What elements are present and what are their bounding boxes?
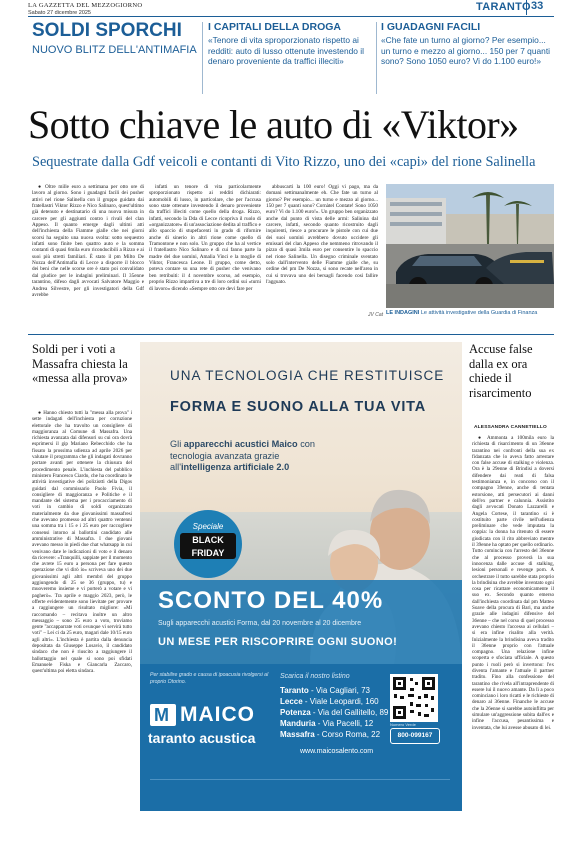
ad-footer [140,664,462,811]
ad-intro-mid: con tecnologia avanzata grazie all' [170,439,316,472]
left-article-body [32,410,132,830]
brand-city: taranto acustica [148,730,256,746]
section-rule [28,334,554,335]
main-article-text: abbuscarti la 100 euro! Oggi vi pago, ma da domani settimanalmente eh. Che fate un turno al giorno? Per esempio... un turno e mezzo al giorno... 150 per 7 quanti sono? Cornàtel Contate! Sono 1050 euro? Vi do 1.100 euro!». Un gruppo ben organizzato anche dal punto di vista delle armi: Salinina dal carcere, infatti, secondo quanto ricostruito dagli inquirenti, riesce a procurare le pistole con cui due dei suoi uomini avrebbero dovuto uccidere gli emissari del clan Appeso che nemmeno ritrovando il pizzo di quasi 3mila euro per consentire lo spaccio nel rione Salinella. Un disegno criminale sventato solo dall'intervento delle Fiamme gialle che, su ordine del pm De Nozza, si sono recate nell'area in cui si trovava uno dei bersagli facendo così fallire l'agguato. [266,184,378,286]
box1-text: «Tenore di vita sproporzionato rispetto ai redditi: auto di lusso ottenute investendo il denaro proveniente da traffici illeciti» [208,35,364,66]
kicker-subtitle: NUOVO BLITZ DELL'ANTIMAFIA [32,44,197,56]
ad-line1: UNA TECNOLOGIA CHE RESTITUISCE [170,368,445,383]
main-article-text: ● Oltre mille euro a settimana per otto ore di lavoro al giorno. Sono i guadagni facili dei pusher attivi nel rione Salinella con il gruppo guidato dai fratellastri Viktor Rizzo e Nico Salinaro, quest'ultimo già detenuto e destinatario di una nuova misura in carcere per gli aggiunti contro i rivali del clan Appeso. Il quanto emerge dagli ultimi atti dell'inchiesta della Fiamme gialle che nei giorni scorsi ha seguito una nuova svolta: sotto sequestro infatti sono finite ben quattro auto e la somma contanti di quasi 6mila euro riconducibili a Rizzo e ai suoi più stretti familiari. È stato il pm Milto De Nozza dell'Antimafia di Lecce a disporre il blocco dei beni che nelle scorse ore è stato poi convalidato dal giudice per le indagini preliminari. Il 35enne tarantino, difeso dagli avvocati Salvatore Maggio e Andrea Silvestre, per gli investigatori della Gdf avrebbe [32,184,144,298]
ad-intro-brand: apparecchi acustici Maico [183,439,298,449]
discount-dates: Sugli apparecchi acustici Forma, dal 20 novembre al 20 dicembre [158,620,362,627]
address-item: Taranto - Via Cagliari, 73 [280,686,370,695]
left-article-text: ● Hanno chiesto tutti la "messa alla prova" i sette indagati dell'inchiesta per corruzione elettorale che ha travolto un consigliere di maggioranza al Comune di Massafra. Una richiesta avanzata dai difensori su cui ora dovrà esprimersi il gip Mariano Rebecchido che ha fissato la prossima udienza ad aprile 2026 per valutare il programma che gli indagati dovranno portare avanti per ottenere la chiusura del procedimento penale. L'inchiesta del pubblico ministero Francesco Ciardo, che ha coordinato le attività investigative dei poliziotti della Digos guidati dal commissario Paolo Fivia, il consigliere di maggioranza e Politiche e il mandante del sistema per i procacciamento di voti in cambio di soldi organizzato materialmente da due giovanissimi massafresi che avevano promesso ad altri quattro ventenni una somma tra i 15 e i 25 euro per raccogliere consensi intorno ai ballottini candidato alle amministrative di Massafra. I due giovani avevano messo in piedi due chat whatsapp in cui venivano date le indicazioni di voto e il denaro da ricevere: «Tranquilli, sappiate per il momento che avrete 15 euro a persona per fare questo operazione che vi dirò io» scriveva uno dei due giovanissimi agli altri membri del gruppo aggiungendo di 25 se 36 (gruppo, tu) e muoveremo insieme e vi porterò a votare e vi pagherò». Tra aprile e maggio 2023, però, le offerte evidentemente sono lievitate per provare a raggiungere un risultato migliore: «Mi raccomando – recitava inoltre un altro messaggio – sono 25 euro a voto, troviamo gente "accapparrate voti ovunque vi servirà tutto voti" – Lei ci da 25 euro, magari dale 10/15 euro agli altri». L'inchiesta è partita dalla denuncia depositata da Giuseppe Losavio, il candidato sindaco che non è riuscito a raggiungere il ballottaggio nel quale si sono poi sfidati Emanuele Fiska e Giancarla Zaccaro, quest'ultima poi eletta sindaca. [32,410,132,675]
caption-label: LE INDAGINI [386,310,420,316]
ad-disclaimer: Per stabilire grado e causa di ipoacusia rivolgersi al proprio Otorino. [150,672,269,685]
address-item: Lecce - Viale Leopardi, 160 [280,697,379,706]
headline: Sotto chiave le auto di «Viktor» [28,102,519,147]
box1-title: I CAPITALI DELLA DROGA [208,21,341,33]
maico-advertisement[interactable] [140,342,462,811]
investigation-photo [386,184,554,308]
badge-line1: BLACK [192,535,224,545]
qr-code-icon[interactable] [390,674,438,722]
badge-top: Speciale [192,522,224,531]
photo-caption [386,310,537,316]
ad-line2: FORMA E SUONO ALLA TUA VITA [170,399,426,415]
paper-name: LA GAZZETTA DEL MEZZOGIORNO [28,2,143,9]
toll-free-phone[interactable]: 800-099167 [390,728,440,744]
subheadline: Sequestrate dalla Gdf veicoli e contanti di Vito Rizzo, uno dei «capi» del rione Salinella [32,154,536,170]
main-article-col1 [32,184,144,324]
header-rule [28,16,554,17]
download-label: Scarica il nostro listino [280,673,350,680]
right-article-title: Accuse false dalla ex ora chiede il risarcimento [469,342,533,400]
main-article-col3 [266,184,378,324]
brand-name: MAICO [180,703,255,726]
address-item: Massafra - Corso Roma, 22 [280,730,381,739]
ad-tagline: UN MESE PER RISCOPRIRE OGNI SUONO! [158,636,398,648]
website-link[interactable]: www.maicosalento.com [300,748,374,755]
maico-logo-icon: M [150,704,176,726]
finance-guard-car-photo [386,184,554,308]
ad-intro-ai: intelligenza artificiale 2.0 [180,462,290,472]
kicker-divider [202,22,203,94]
ad-intro-pre: Gli [170,439,184,449]
section-name: TARANTO [476,1,531,13]
badge-box [180,533,236,559]
box2-text: «Che fate un turno al giorno? Per esempio... un turno e mezzo al giorno... 150 per 7 quanti sono? Sono 1050 euro? Vi do 1.100 euro!» [381,35,551,66]
photo-credit: JV Cat [368,312,384,318]
left-article-title: Soldi per i voti a Massafra chiesta la «messa alla prova» [32,342,128,385]
discount-text: SCONTO DEL 40% [158,587,384,614]
address-item: Potenza - Via del Gallitello, 89 [280,708,389,717]
caption-text: Le attività investigative della Guardia di Finanza [420,310,538,316]
kicker-title: SOLDI SPORCHI [32,20,182,41]
phone-label: Numero Verde [390,722,416,727]
right-article-text: ● Ammonta a 100mila euro la richiesta di risarcimento di un 36enne tarantino nei confronti della sua ex fidanzata che lo aveva fatto arrestare con false accuse di stalking e violenza. Ora è la 29enne di Brindisi a doversi difendere dai reati di falsa testimonianza e, in concorso con il compagno 39enne, anche di tentata estorsione, atti persecutori ai danni dell'ex partner e calunnia. Assistito dagli avvocati Donato Lazzarelli e Angela Cortese, il tarantino si è costituito parte civile nell'udienza preliminare che vede imputata la coppia: la donna ha ritenuto di essere giudicata con il rito abbreviato mentre il 39enne ha optato per quello ordinario. Tutto comincia con l'arresto del 36enne che al processo proverà la sua innocenza dalle accuse di stalking, lesioni personali e revenge porn. A orchestrare il tutto sarebbe stata proprio la brindisina che avrebbe inventato ogni cosa per ricattare economicamente il suo ex. Secondo quanto emerso dall'inchiesta coordinata dal pm Matteo Soave della procura di Bari, ma anche grazie alle indagini difensive del 36enne – che nel corso di quel processo avevano chiesto l'accesso ai cellulari – si era infine risalito alla verità. Inizialmente la brindisina aveva tradito il 36enne proprio con l'attuale compagno. Una relazione infine scoperta e sfociata ufficiale. A questo punto i ruoli però si invertono: l'ex diventa l'amante e l'attuale il partner tradito. Fino alla confessione del tarantino che rivela all'intraprendente di essere lui il nuovo amante. Da lì a poco cominciano i loro ricatti e le richieste di denaro al 36enne. Finanche le accuse che la 26enne si sarebbe autoinflitta per simulare un'aggressione subita dall'ex e infine l'accusa, pesantissima e inventata, che lui avesse abusato di lei. [472,435,554,731]
main-article-text: infatti un tenore di vita particolarmente sproporzionato rispetto ai redditi dichiarati: automobili di lusso, in particolare, che per l'accusa sono state ottenute investendo il denaro proveniente da traffici illeciti come quello della droga. Rizzo, infatti, secondo la Dda di Lecce ricopriva il ruolo di «organizzatore» di un'associazione dedita al traffico e allo spaccio di stupefacenti in grado di rifornire anche di sinerio in altri rione come quello di Tramontone e non solo. Un gruppo che ha al vertice il fratellastro Nico Salinaro e di cui fanno parte la madre del due uomini, Amalia Vinci e la moglie di Viktor, Francesca Leone. Il gruppo, come detto, poteva contare su una rete di pusher che venivano ben retribuiti: il 4 novembre scorso, ad esempio, proprio Rizzo impartiva a tre di loro ordini sui «turni di lavoro» dicendo «Sempre otto ore devi fare per [149,184,261,292]
main-article-col2 [149,184,261,324]
byline: ALESSANDRA CANNETIELLO [474,425,547,430]
page-number: 33 [526,0,552,15]
right-article-body [472,435,554,830]
ad-footer-rule [150,779,450,780]
box2-title: I GUADAGNI FACILI [381,21,481,33]
issue-date: Sabato 27 dicembre 2025 [28,10,91,16]
black-friday-badge [174,510,242,578]
address-item: Manduria - Via Pacelli, 12 [280,719,374,728]
badge-line2: FRIDAY [191,548,225,558]
kicker-divider [376,22,377,94]
